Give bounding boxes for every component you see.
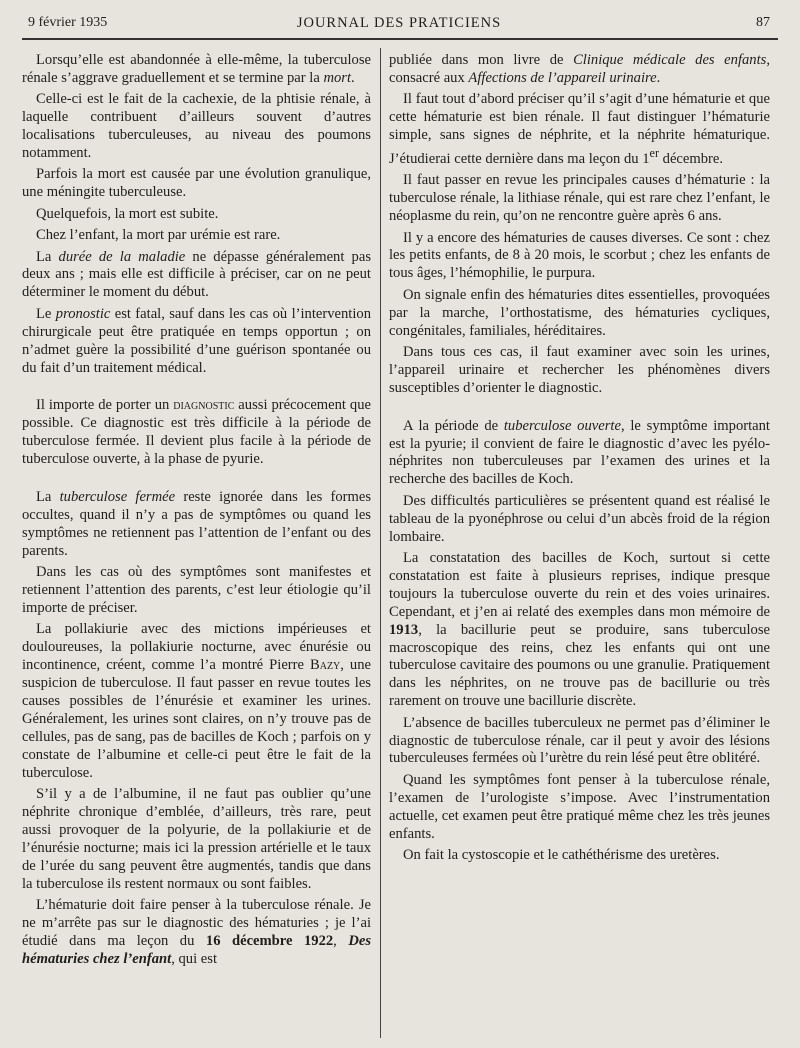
- paragraph: Il faut tout d’abord préciser qu’il s’agit d’une hématurie et que cette hématurie est bien rénale. Il faut distinguer l’hématurie simple, sans signes de néphrite, et la néphrite hématurique. J’étudierai cette dernière dans ma leçon du 1er décembre.: [389, 91, 770, 167]
- paragraph: Dans tous ces cas, il faut examiner avec soin les urines, l’appareil urinaire et rechercher les phénomènes divers susceptibles d’orienter le diagnostic.: [389, 343, 770, 396]
- paragraph: A la période de tuberculose ouverte, le symptôme important est la pyurie; il convient de faire le diagnostic d’avec les pyélo-néphrites non tuberculeuses par l’examen des urines et la recherche des bacilles de Koch.: [389, 417, 770, 488]
- page-number: 87: [756, 15, 770, 30]
- paragraph: Parfois la mort est causée par une évolution granulique, une méningite tuberculeuse.: [22, 166, 371, 201]
- paragraph: Le pronostic est fatal, sauf dans les cas où l’intervention chirurgicale peut être pratiquée en temps opportun ; on n’admet guère la possibilité d’une guérison spontanée ou du fait d’un traitement médical.: [22, 305, 372, 376]
- paragraph: Lorsqu’elle est abandonnée à elle-même, la tuberculose rénale s’aggrave graduellement et se termine par la mort.: [22, 52, 371, 86]
- paragraph: Il importe de porter un diagnostic aussi précocement que possible. Ce diagnostic est très difficile à la période de tuberculose fermée. Il devient plus facile à la période de tuberculose ouverte, à la phase de pyurie.: [22, 397, 371, 468]
- right-column: [389, 52, 770, 868]
- paragraph: publiée dans mon livre de Clinique médicale des enfants, consacré aux Affections de l’appareil urinaire.: [389, 52, 770, 86]
- paragraph: On signale enfin des hématuries dites essentielles, provoquées par la marche, l’orthostatisme, des hématuries cycliques, congénitales, familiales, héréditaires.: [389, 286, 770, 339]
- paragraph: Chez l’enfant, la mort par urémie est rare.: [36, 227, 281, 244]
- paragraph: Il y a encore des hématuries de causes diverses. Ce sont : chez les petits enfants, de 8 à 20 mois, le scorbut ; chez les enfants de tous âges, l’hémophilie, le purpura.: [389, 229, 770, 282]
- issue-date: 9 février 1935: [28, 15, 108, 30]
- paragraph: Il faut passer en revue les principales causes d’hématurie : la tuberculose rénale, la lithiase rénale, qui est rare chez l’enfant, le néoplasme du rein, qu’on ne rencontre guère après 6 ans.: [389, 172, 770, 225]
- paragraph: On fait la cystoscopie et le cathéthérisme des uretères.: [403, 847, 720, 864]
- page-header: [28, 12, 770, 34]
- left-column: [22, 52, 371, 972]
- journal-title: JOURNAL DES PRATICIENS: [296, 15, 502, 31]
- paragraph: Quand les symptômes font penser à la tuberculose rénale, l’examen de l’urologiste s’impose. Avec l’instrumentation actuelle, cet examen peut être pratiqué même chez les très jeunes enfants.: [389, 771, 770, 842]
- paragraph: L’absence de bacilles tuberculeux ne permet pas d’éliminer le diagnostic de tuberculose rénale, car il peut y avoir des lésions tuberculeuses fermées où l’urètre du rein lésé peut être oblitéré.: [389, 714, 770, 767]
- paragraph: La constatation des bacilles de Koch, surtout si cette constatation est faite à plusieurs reprises, indique presque toujours la tuberculose ouverte du rein et des voies urinaires. Cependant, et j’en ai relaté des exemples dans mon mémoire de 1913, la bacillurie peut se produire, sans tuberculose macroscopique des reins, chez les enfants qui ont une tuberculose cavitaire des poumons ou une granulie. Pratiquement dans les néphrites, on ne trouve pas de bacillurie ou très rarement on trouve une bacillurie discrète.: [389, 550, 770, 710]
- paragraph: L’hématurie doit faire penser à la tuberculose rénale. Je ne m’arrête pas sur le diagnostic des hématuries ; je l’ai étudié dans ma leçon du 16 décembre 1922, Des hématuries chez l’enfant, qui est: [22, 896, 372, 967]
- column-divider: [380, 48, 381, 1038]
- header-rule: [22, 38, 778, 40]
- paragraph: La tuberculose fermée reste ignorée dans les formes occultes, quand il n’y a pas de symptômes ou quand les symptômes ne retiennent pas l’attention de l’enfant ou des parents.: [22, 489, 372, 559]
- paragraph: Dans les cas où des symptômes sont manifestes et retiennent l’attention des parents, c’est leur étiologie qu’il importe de préciser.: [22, 564, 371, 616]
- paragraph: S’il y a de l’albumine, il ne faut pas oublier qu’une néphrite chronique d’emblée, d’ailleurs, très rare, peut aussi provoquer de la polyurie, de la pollakiurie et de l’énurésie nocturne; mais ici la pression artérielle et le taux de l’urée du sang peuvent être augmentés, tandis que dans la tuberculose ils restent normaux ou sont faibles.: [22, 786, 371, 892]
- paragraph: Des difficultés particulières se présentent quand est réalisé le tableau de la pyonéphrose ou celui d’un abcès froid de la région lombaire.: [389, 492, 770, 545]
- paragraph: Celle-ci est le fait de la cachexie, de la phtisie rénale, à laquelle contribuent d’ailleurs souvent d’autres localisations tuberculeuses, au niveau des poumons notamment.: [22, 91, 371, 162]
- paragraph: La pollakiurie avec des mictions impérieuses et douloureuses, la pollakiurie nocturne, avec énurésie ou incontinence, créent, comme l’a montré Pierre Bazy, une suspicion de tuberculose. Il faut passer en revue toutes les causes possibles de l’énurésie et examiner les urines. Généralement, les urines sont claires, on n’y trouve pas de cellules, pas de sang, pas de bacilles de Koch ; parfois on y constate de l’albumine et celle-ci peut être le fait de la tuberculose.: [22, 621, 371, 781]
- paragraph: Quelquefois, la mort est subite.: [36, 205, 219, 222]
- paragraph: La durée de la maladie ne dépasse généralement pas deux ans ; mais elle est difficile à préciser, car on ne peut déterminer le moment du début.: [22, 248, 371, 301]
